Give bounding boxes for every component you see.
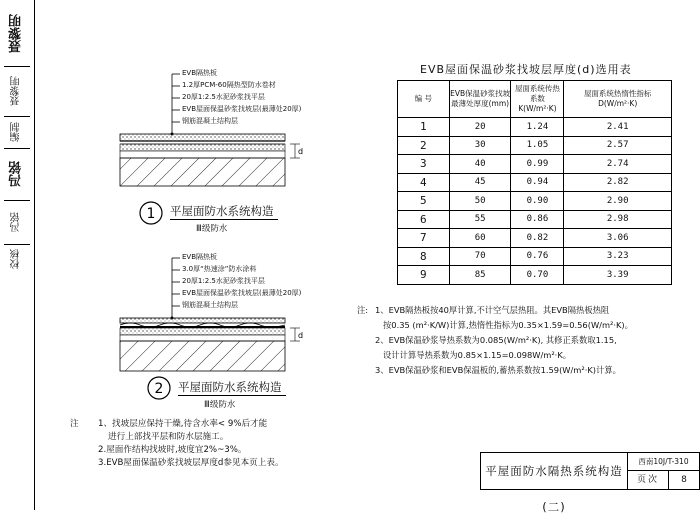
table-row: 7 60 0.82 3.06 xyxy=(398,229,672,248)
table-header-row xyxy=(398,81,672,118)
note-line: 按0.35 (m²·K/W)计算,热惰性指标为0.35×1.59=0.56(W/m²·K)。 xyxy=(383,320,633,330)
editor-name: 聂黎明 xyxy=(11,76,22,106)
notes-right xyxy=(357,303,697,378)
note-line: 设计计算导热系数为0.85×1.15=0.098W/m²·K。 xyxy=(383,350,572,360)
table-row: 5 50 0.90 2.90 xyxy=(398,192,672,211)
table-row: 2 30 1.05 2.57 xyxy=(398,136,672,155)
table-row: 3 40 0.99 2.74 xyxy=(398,155,672,174)
editor-label: 编制 xyxy=(11,122,22,142)
side-strip xyxy=(0,0,35,510)
svg-text:2: 2 xyxy=(154,381,164,397)
notes-prefix: 注: xyxy=(357,305,369,315)
dim-label-1: d xyxy=(298,147,304,156)
note-line: 1、EVB隔热板按40厚计算,不计空气层热阻。其EVB隔热板热阻 xyxy=(375,305,610,315)
table-title: EVB屋面保温砂浆找坡层厚度(d)选用表 xyxy=(420,63,632,76)
signature-reviewer: 冯铭 xyxy=(9,161,24,187)
diagram-number-2 xyxy=(146,375,174,403)
drawing-name: 平屋面防水隔热系统构造(二) xyxy=(481,453,628,489)
thickness-table xyxy=(397,80,672,285)
note-line: 3.EVB屋面保温砂浆找坡层厚度d参见本页上表。 xyxy=(98,458,284,468)
page-number: 8 xyxy=(681,475,687,485)
reviewer-name: 冯铭 xyxy=(11,212,22,232)
note-line: 2.屋面作结构找坡时,坡度宜2%~3%。 xyxy=(98,445,247,455)
layer-label: 3.0厚“热速涂”防水涂料 xyxy=(182,265,257,273)
title-block xyxy=(480,452,700,514)
notes-prefix: 注 xyxy=(70,419,79,429)
note-line: 进行上部找平层和防水层施工。 xyxy=(108,432,229,442)
col-header: 屋面系统传热系数K(W/m²·K) xyxy=(511,81,564,118)
notes-left xyxy=(70,418,370,470)
table-row: 1 20 1.24 2.41 xyxy=(398,118,672,137)
table-row: 6 55 0.86 2.98 xyxy=(398,210,672,229)
note-line: 2、EVB保温砂浆导热系数为0.085(W/m²·K), 其修正系数取1.15, xyxy=(375,335,617,345)
layer-label: 1.2厚PCM-60隔热型防水卷材 xyxy=(182,81,276,89)
note-line: 1、找坡层应保持干燥,待含水率< 9%后才能 xyxy=(98,419,268,429)
diagram-number-1 xyxy=(138,200,166,228)
layer-label: EVB隔热板 xyxy=(182,69,218,77)
page-label: 页次 xyxy=(628,471,669,489)
table-row: 8 70 0.76 3.23 xyxy=(398,247,672,266)
diagram-title-1: 平屋面防水系统构造 xyxy=(170,204,274,218)
col-header: 屋面系统热惰性指标D(W/m²·K) xyxy=(564,81,672,118)
drawing-code: 西南10J/T-310 xyxy=(628,453,699,471)
diagram-subtitle-2: Ⅲ级防水 xyxy=(204,400,236,410)
dim-label-2: d xyxy=(298,331,304,340)
col-header: EVB保温砂浆找坡最薄处厚度(mm) xyxy=(449,81,511,118)
signature-stamp: 聂黎明 xyxy=(9,14,24,54)
diagram-title-2: 平屋面防水系统构造 xyxy=(178,380,282,394)
layer-label: EVB屋面保温砂浆找坡层(最薄处20厚) xyxy=(182,289,302,297)
layer-label: EVB屋面保温砂浆找坡层(最薄处20厚) xyxy=(182,105,302,113)
layer-label: 20厚1:2.5水泥砂浆找平层 xyxy=(182,277,265,285)
note-line: 3、EVB保温砂浆和EVB保温板的,蓄热系数按1.59(W/m²·K)计算。 xyxy=(375,365,621,375)
table-row: 9 85 0.70 3.39 xyxy=(398,266,672,285)
table-row: 4 45 0.94 2.82 xyxy=(398,173,672,192)
reviewer-label: 校核 xyxy=(11,249,22,269)
layer-label: 钢筋混凝土结构层 xyxy=(182,301,238,309)
diagram-subtitle-1: Ⅲ级防水 xyxy=(196,224,228,234)
layer-label: EVB隔热板 xyxy=(182,253,218,261)
col-header: 编 号 xyxy=(398,81,450,118)
svg-text:1: 1 xyxy=(146,206,156,222)
layer-label: 钢筋混凝土结构层 xyxy=(182,117,238,125)
layer-label: 20厚1:2.5水泥砂浆找平层 xyxy=(182,93,265,101)
